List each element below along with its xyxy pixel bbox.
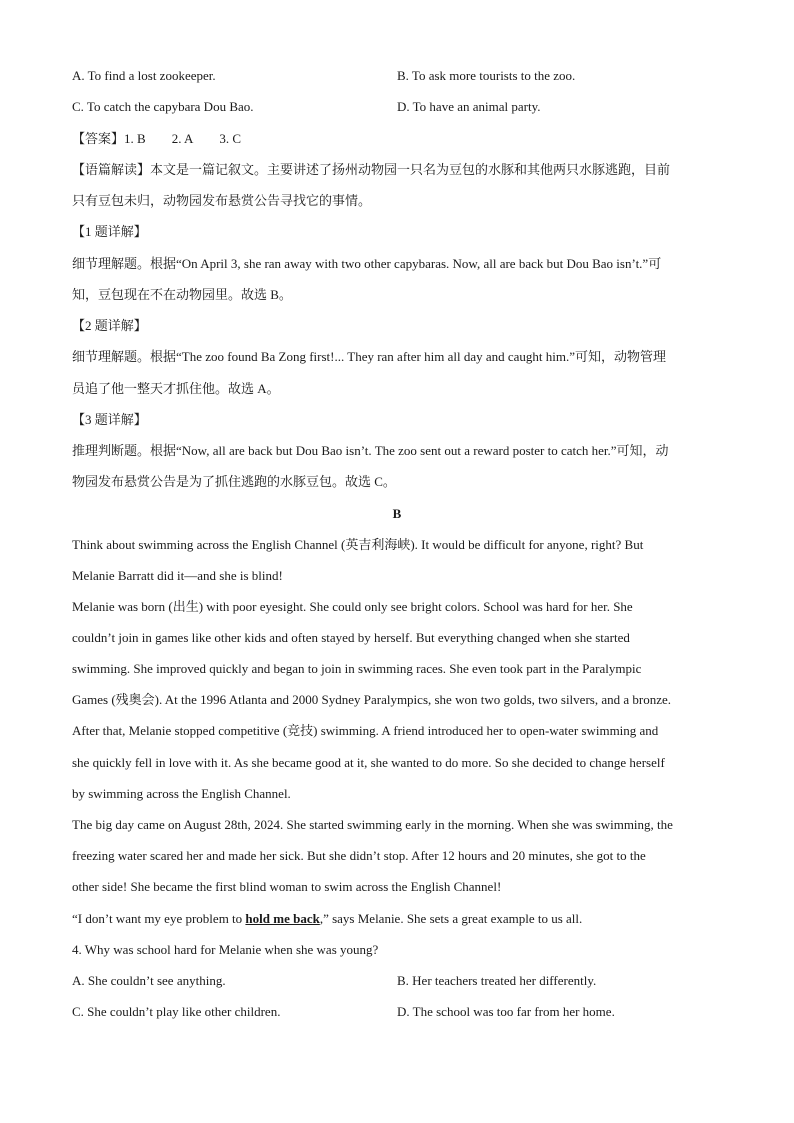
question-stem: 4. Why was school hard for Melanie when she was young? bbox=[72, 942, 379, 957]
reading-line bbox=[72, 160, 670, 180]
detail-heading: 【3 题详解】 bbox=[72, 412, 147, 427]
detail-text: 细节理解题。根据“The zoo found Ba Zong first!... They ran after him all day and caught him.”可知，动物管理 bbox=[72, 349, 667, 364]
option-a: A. To find a lost zookeeper. bbox=[72, 68, 216, 83]
passage-line: Games (残奥会). At the 1996 Atlanta and 2000 Sydney Paralympics, she won two golds, two silvers, and a bronze. bbox=[72, 692, 671, 707]
detail-text: 知，豆包现在不在动物园里。故选 B。 bbox=[72, 287, 292, 302]
q4-option-a: A. She couldn’t see anything. bbox=[72, 973, 226, 988]
detail-text: 细节理解题。根据“On April 3, she ran away with two other capybaras. Now, all are back but Dou Bao isn’t.”可 bbox=[72, 256, 662, 271]
answer-item: 2. A bbox=[171, 131, 194, 146]
option-d: D. To have an animal party. bbox=[397, 99, 541, 114]
reading-text: 本文是一篇记叙文。主要讲述了扬州动物园一只名为豆包的水豚和其他两只水豚逃跑，目前 bbox=[150, 162, 671, 177]
passage-line: swimming. She improved quickly and began to join in swimming races. She even took part in the Paralympic bbox=[72, 661, 642, 676]
option-c: C. To catch the capybara Dou Bao. bbox=[72, 99, 254, 114]
q4-option-c: C. She couldn’t play like other children. bbox=[72, 1004, 281, 1019]
option-b: B. To ask more tourists to the zoo. bbox=[397, 68, 576, 83]
passage-line: After that, Melanie stopped competitive (竞技) swimming. A friend introduced her to open-water swimming and bbox=[72, 723, 659, 738]
passage-line: Think about swimming across the English Channel (英吉利海峡). It would be difficult for anyone, right? But bbox=[72, 537, 644, 552]
quote-after: ,” says Melanie. She sets a great example to us all. bbox=[319, 911, 583, 926]
detail-text: 物园发布悬赏公告是为了抓住逃跑的水豚豆包。故选 C。 bbox=[72, 474, 396, 489]
passage-line: other side! She became the first blind woman to swim across the English Channel! bbox=[72, 879, 502, 894]
passage-line: by swimming across the English Channel. bbox=[72, 786, 291, 801]
q4-option-d: D. The school was too far from her home. bbox=[397, 1004, 615, 1019]
answer-item: 3. C bbox=[219, 131, 242, 146]
answer-item: 1. B bbox=[124, 131, 146, 146]
section-title: B bbox=[392, 506, 402, 521]
detail-heading: 【1 题详解】 bbox=[72, 224, 147, 239]
passage-line: Melanie was born (出生) with poor eyesight. She could only see bright colors. School was hard for her. She bbox=[72, 599, 633, 614]
quote-emphasis: hold me back bbox=[245, 911, 320, 926]
passage-line: freezing water scared her and made her sick. But she didn’t stop. After 12 hours and 20 minutes, she got to the bbox=[72, 848, 646, 863]
reading-text: 只有豆包未归，动物园发布悬赏公告寻找它的事情。 bbox=[72, 193, 372, 208]
passage-line: Melanie Barratt did it—and she is blind! bbox=[72, 568, 283, 583]
detail-heading: 【2 题详解】 bbox=[72, 318, 147, 333]
passage-line: The big day came on August 28th, 2024. She started swimming early in the morning. When she was swimming, the bbox=[72, 817, 673, 832]
passage-line: she quickly fell in love with it. As she became good at it, she wanted to do more. So she decided to change herself bbox=[72, 755, 665, 770]
quote-before: “I don’t want my eye problem to bbox=[72, 911, 246, 926]
passage-line: couldn’t join in games like other kids and often stayed by herself. But everything changed when she started bbox=[72, 630, 630, 645]
detail-text: 推理判断题。根据“Now, all are back but Dou Bao isn’t. The zoo sent out a reward poster to catch her.”可知，动 bbox=[72, 443, 669, 458]
answer-label: 【答案】 bbox=[72, 131, 125, 146]
q4-option-b: B. Her teachers treated her differently. bbox=[397, 973, 597, 988]
answer-line bbox=[72, 129, 241, 149]
quote-line bbox=[72, 909, 582, 929]
reading-label: 【语篇解读】 bbox=[72, 162, 151, 177]
detail-text: 员追了他一整天才抓住他。故选 A。 bbox=[72, 381, 280, 396]
